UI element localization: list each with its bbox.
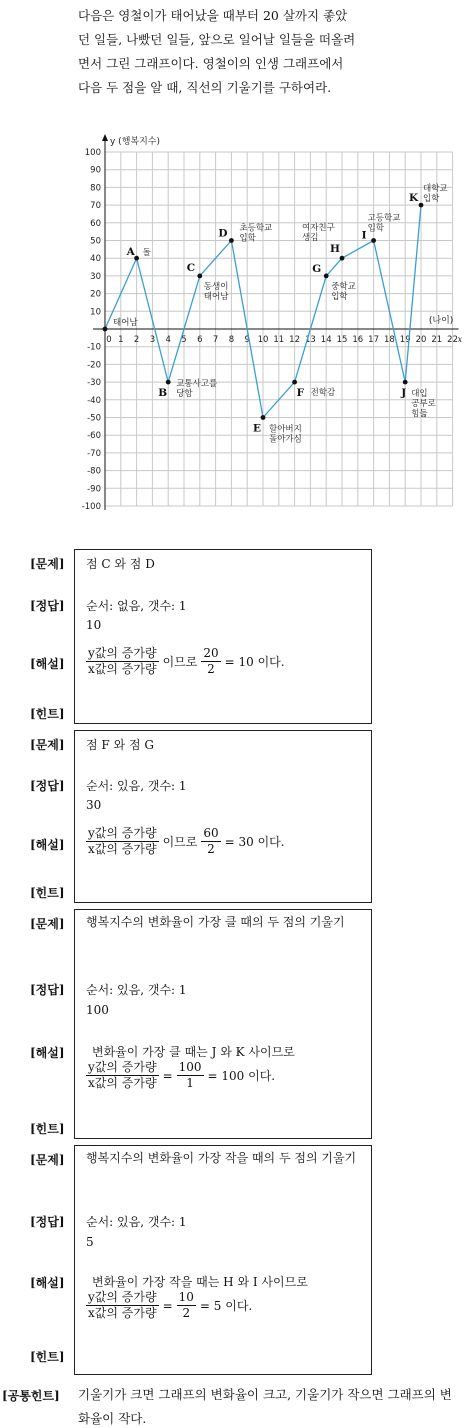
point-letter-label: C [186,261,196,274]
annotation-line: 대입 [411,389,428,400]
intro-line: 던 일들, 나빴던 일들, 앞으로 일어날 일들을 떠올려 [78,32,356,47]
data-point [229,238,234,243]
point-letter-label: E [253,422,262,435]
answer-value: 100 [86,1003,109,1017]
point-letter-label: B [158,387,168,400]
hint-label: [힌트] [30,886,65,900]
y-tick-label: 10 [90,307,101,318]
answer-label: [정답] [30,1215,65,1229]
point-annotation [411,388,436,419]
point-annotation [176,378,218,399]
point-letter-label: K [409,192,419,205]
point-annotation [368,213,402,234]
point-annotation [331,281,356,302]
y-tick-label: 40 [90,254,101,265]
point-annotation [423,183,448,204]
x-change-text: x값의 증가량 [88,662,157,676]
value-fraction [177,1060,204,1091]
y-tick-label: -80 [87,466,101,477]
y-tick-label: -50 [87,413,101,424]
point-letter-label: D [218,227,228,240]
y-tick-label: 30 [90,271,101,282]
fraction-denominator: 1 [186,1076,194,1090]
y-tick-label: -100 [81,502,101,512]
intro-line: 다음 두 점을 알 때, 직선의 기울기를 구하여라. [78,80,332,95]
x-tick-label: 8 [228,335,235,345]
question-box-1 [74,549,372,724]
annotation-line: 당함 [176,389,193,400]
slope-fraction [86,646,159,677]
annotation-line: 힘듦 [411,409,428,420]
annotation-line: 태어남 [203,291,229,302]
y-tick-label: -70 [87,448,101,459]
y-tick-label: 20 [90,289,101,300]
y-tick-label: -90 [87,484,101,495]
data-point [134,256,139,261]
x-tick-label: 11 [273,335,285,345]
problem-text: 행복지수의 변화율이 가장 작을 때의 두 점의 기울기 [86,1151,357,1165]
explain-label: [해설] [30,657,65,671]
data-point [103,327,108,332]
x-tick-label: 14 [320,335,332,345]
explain-label: [해설] [30,1046,65,1060]
annotation-line: 초등학교 [239,223,273,234]
problem-label: [문제] [30,1153,65,1167]
explain-connector: = [162,1298,173,1313]
x-tick-label: 17 [368,335,380,345]
y-tick-label: -30 [87,378,101,389]
fraction-numerator: 10 [178,1290,194,1304]
data-point [371,238,376,243]
slope-fraction [86,826,159,857]
y-tick-label: -20 [87,360,101,371]
x-axis-label: (나이) [428,316,454,326]
point-letter-label: G [312,262,322,275]
problem-label: [문제] [30,917,65,931]
data-point [166,380,171,385]
y-tick-label: 60 [90,218,101,229]
annotation-line: 공부로 [411,399,436,410]
x-tick-label: 16 [352,335,364,345]
data-point [340,256,345,261]
common-hint-label: [공통힌트] [2,1389,60,1403]
question-box-4 [74,1145,372,1375]
life-graph-chart [0,120,467,520]
x-tick-label: 18 [383,335,395,345]
y-tick-label: 50 [90,236,101,247]
explain-result: = 30 이다. [224,835,285,849]
explain-intro: 변화율이 가장 작을 때는 H 와 I 사이므로 [92,1275,308,1289]
annotation-line: 교통사고를 [176,379,218,390]
annotation-line: 할아버지 [269,424,302,435]
slope-fraction [86,1060,159,1091]
explain-connector: 이므로 [162,835,198,849]
answer-label: [정답] [30,779,65,793]
data-point [261,415,266,420]
annotation-line: 태어남 [113,318,138,328]
explain-connector: = [162,1068,173,1083]
annotation-line: 전학감 [310,388,336,399]
x-tick-label: 13 [304,335,316,345]
x-tick-label: 4 [165,335,171,345]
explain-formula [86,826,285,857]
point-letter-label: I [361,229,367,242]
y-tick-label: 90 [90,165,101,176]
intro-line: 면서 그린 그래프이다. 영철이의 인생 그래프에서 [78,56,344,71]
annotation-line: 돌 [142,248,151,259]
y-change-text: y값의 증가량 [88,646,157,660]
x-tick-label: 0 [106,335,112,345]
fraction-denominator: 2 [207,662,215,676]
value-fraction [201,826,220,857]
x-tick-label: 12 [289,335,301,345]
y-tick-label: -60 [87,431,101,442]
annotation-line: 생김 [302,233,319,244]
problem-text: 행복지수의 변화율이 가장 클 때의 두 점의 기울기 [86,915,345,929]
x-tick-label: 9 [244,335,250,345]
explain-result: = 5 이다. [199,1299,253,1313]
fraction-denominator: 2 [182,1306,191,1320]
answer-label: [정답] [30,599,65,613]
x-axis-end-label: x [457,335,463,344]
x-change-text: x값의 증가량 [88,842,157,856]
fraction-denominator: 2 [207,842,215,856]
annotation-line: 동생이 [203,281,229,292]
point-letter-label: F [296,387,305,400]
y-change-text: y값의 증가량 [88,1290,157,1304]
fraction-numerator: 100 [178,1060,202,1074]
y-axis-label: y (행복지수) [110,137,160,147]
point-annotation [113,317,138,328]
answer-meta: 순서: 없음, 갯수: 1 [86,599,187,613]
explain-connector: 이므로 [162,655,198,669]
fraction-numerator: 20 [203,646,219,660]
answer-meta: 순서: 있음, 갯수: 1 [86,779,187,793]
question-box-2 [74,730,372,903]
annotation-line: 입학 [367,223,385,234]
answer-value: 5 [86,1235,94,1249]
point-letter-label: A [126,246,135,259]
annotation-line: 돌아가심 [269,434,302,445]
y-axis-arrow [102,134,108,141]
x-tick-label: 5 [181,335,187,345]
common-hint-text: 기울기가 크면 그래프의 변화율이 크고, 기울기가 작으면 그래프의 변화율이 작다. [78,1387,452,1426]
y-tick-label: -10 [87,342,101,353]
answer-value: 30 [86,798,102,812]
explain-result: = 100 이다. [207,1069,276,1083]
annotation-line: 입학 [331,291,348,302]
value-fraction [177,1290,196,1321]
data-point [292,380,297,385]
x-tick-label: 10 [257,335,269,345]
x-tick-label: 19 [399,335,411,345]
point-letter-label: J [401,387,407,400]
x-tick-label: 22 [447,335,459,345]
problem-label: [문제] [30,557,65,571]
x-tick-label: 7 [212,335,219,345]
value-fraction [201,646,220,677]
x-tick-label: 2 [133,335,140,345]
x-change-text: x값의 증가량 [88,1306,157,1320]
x-tick-label: 3 [149,335,156,345]
data-point [403,380,408,385]
point-letter-label: H [330,243,340,256]
x-tick-label: 21 [431,335,443,345]
y-tick-label: -40 [87,395,101,406]
explain-formula [86,1290,252,1321]
annotation-line: 대학교 [423,184,448,195]
point-annotation [143,248,152,258]
explain-label: [해설] [30,838,65,852]
annotation-line: 고등학교 [367,213,401,224]
annotation-line: 입학 [239,233,256,244]
explain-label: [해설] [30,1276,65,1290]
explain-result: = 10 이다. [224,655,285,669]
answer-meta: 순서: 있음, 갯수: 1 [86,1215,187,1229]
hint-label: [힌트] [30,1350,65,1364]
x-tick-label: 15 [336,335,348,345]
y-tick-label: 70 [90,201,101,212]
fraction-numerator: 60 [203,826,219,840]
y-change-text: y값의 증가량 [88,826,157,840]
y-change-text: y값의 증가량 [88,1060,157,1074]
annotation-line: 여자친구 [302,223,335,234]
intro-paragraph [78,4,458,100]
problem-text: 점 C 와 점 D [86,557,155,571]
problem-label: [문제] [30,738,65,752]
intro-line: 다음은 영철이가 태어났을 때부터 20 살까지 좋았 [78,8,348,23]
x-change-text: x값의 증가량 [88,1076,157,1090]
explain-formula [86,1060,275,1091]
y-tick-label: 100 [84,148,101,158]
point-annotation [269,424,302,445]
data-point [197,274,202,279]
answer-value: 10 [86,618,102,632]
x-tick-label: 6 [197,335,203,345]
y-tick-label: 80 [90,183,101,194]
problem-text: 점 F 와 점 G [86,738,154,752]
x-tick-label: 20 [415,335,427,345]
data-point [324,274,329,279]
annotation-line: 입학 [423,194,440,205]
point-annotation [204,281,229,302]
explain-formula [86,646,285,677]
explain-intro: 변화율이 가장 클 때는 J 와 K 사이므로 [92,1045,295,1059]
answer-meta: 순서: 있음, 갯수: 1 [86,983,187,997]
slope-fraction [86,1290,159,1321]
point-annotation [311,387,336,398]
question-box-3 [74,909,372,1139]
answer-label: [정답] [30,983,65,997]
hint-label: [힌트] [30,707,65,721]
annotation-line: 중학교 [331,281,356,292]
hint-label: [힌트] [30,1122,65,1136]
x-tick-label: 1 [118,335,124,345]
